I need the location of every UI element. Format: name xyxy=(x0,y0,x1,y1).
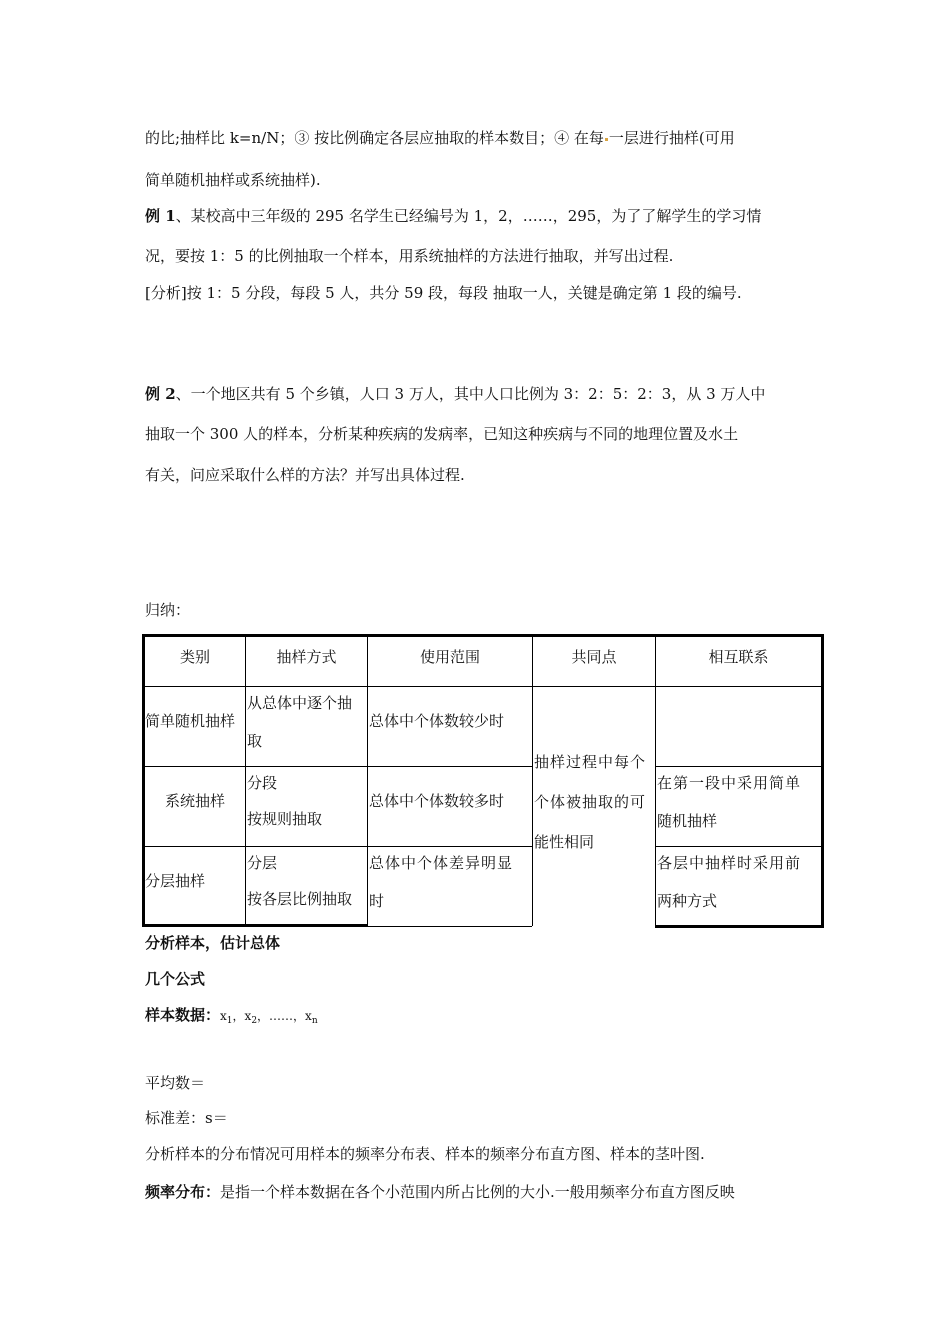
row3-scope-1: 总体中个体差异明显 xyxy=(369,854,514,872)
example-1-label: 例 1 xyxy=(145,207,176,225)
col-divider-2 xyxy=(367,634,368,926)
heading-analyze-sample: 分析样本，估计总体 xyxy=(145,934,281,952)
header-common: 共同点 xyxy=(571,648,617,666)
row3-method-1: 分层 xyxy=(247,854,278,872)
analysis-line: [分析]按 1：5 分段，每段 5 人，共分 59 段，每段 抽取一人，关键是确定第 1 段的编号. xyxy=(145,284,742,302)
header-method: 抽样方式 xyxy=(276,648,337,666)
table-border-bottom-mid xyxy=(367,926,532,927)
common-line-3: 能性相同 xyxy=(534,833,595,851)
sample-sub-n: n xyxy=(311,1016,318,1026)
row1-method-2: 取 xyxy=(247,732,263,750)
common-line-1: 抽样过程中每个 xyxy=(534,753,647,771)
sample-data-line xyxy=(145,1005,318,1031)
common-line-2: 个体被抽取的可 xyxy=(534,793,647,811)
row1-scope: 总体中个体数较少时 xyxy=(369,712,505,730)
row2-method-1: 分段 xyxy=(247,774,278,792)
row1-method-1: 从总体中逐个抽 xyxy=(247,694,353,712)
sample-sub-2: 2 xyxy=(251,1016,258,1026)
header-category: 类别 xyxy=(179,648,210,666)
example-2-label: 例 2 xyxy=(145,385,176,403)
col-divider-1 xyxy=(245,634,246,926)
sample-x1: x xyxy=(220,1009,227,1023)
example-2-line-2: 抽取一个 300 人的样本，分析某种疾病的发病率，已知这种疾病与不同的地理位置及水土 xyxy=(145,425,739,443)
relation-2-line-2: 两种方式 xyxy=(657,892,718,910)
example-1-text-1: 、某校高中三年级的 295 名学生已经编号为 1，2，……，295，为了了解学生的学习情 xyxy=(175,207,762,225)
relation-2-line-1: 各层中抽样时采用前 xyxy=(657,854,802,872)
summary-label: 归纳： xyxy=(145,601,191,619)
example-1-line-1 xyxy=(145,206,761,226)
row2-category: 系统抽样 xyxy=(164,792,225,810)
example-2-line-3: 有关，问应采取什么样的方法？并写出具体过程. xyxy=(145,466,465,484)
distribution-line: 分析样本的分布情况可用样本的频率分布表、样本的频率分布直方图、样本的茎叶图. xyxy=(145,1145,705,1163)
edit-mark-icon xyxy=(605,138,608,141)
example-2-line-1 xyxy=(145,384,765,404)
row3-method-2: 按各层比例抽取 xyxy=(247,890,353,908)
table-border-bottom-right xyxy=(655,925,824,928)
example-2-text-1: 、一个地区共有 5 个乡镇，人口 3 万人，其中人口比例为 3：2：5：2：3，从 3 万人中 xyxy=(175,385,766,403)
heading-formulas: 几个公式 xyxy=(145,970,206,988)
frequency-text: 是指一个样本数据在各个小范围内所占比例的大小.一般用频率分布直方图反映 xyxy=(220,1183,735,1201)
header-relation: 相互联系 xyxy=(708,648,769,666)
sample-sub-1: 1 xyxy=(226,1016,233,1026)
mean-line: 平均数＝ xyxy=(145,1074,206,1092)
row3-category: 分层抽样 xyxy=(145,872,206,890)
col-divider-4 xyxy=(655,634,656,926)
relation-1-line-1: 在第一段中采用简单 xyxy=(657,774,802,792)
table-border-bottom-left xyxy=(142,924,368,927)
header-scope: 使用范围 xyxy=(419,648,480,666)
row1-category: 简单随机抽样 xyxy=(145,712,236,730)
sample-sep-2: ，……，x xyxy=(257,1009,312,1023)
frequency-line xyxy=(145,1182,735,1202)
sample-sep-1: ，x xyxy=(232,1009,252,1023)
text-p1a: 的比;抽样比 k=n/N；③ 按比例确定各层应抽取的样本数目；④ 在每 xyxy=(145,129,604,147)
relation-1-line-2: 随机抽样 xyxy=(657,812,718,830)
std-line: 标准差：s＝ xyxy=(145,1109,228,1127)
frequency-label: 频率分布： xyxy=(145,1183,221,1201)
text-p1b: 一层进行抽样(可用 xyxy=(608,129,735,147)
col-divider-3 xyxy=(532,634,533,926)
sample-data-label: 样本数据： xyxy=(145,1006,221,1024)
example-1-line-2: 况，要按 1：5 的比例抽取一个样本，用系统抽样的方法进行抽取，并写出过程. xyxy=(145,247,674,265)
row2-scope: 总体中个体数较多时 xyxy=(369,792,505,810)
row3-scope-2: 时 xyxy=(369,892,385,910)
row2-method-2: 按规则抽取 xyxy=(247,810,323,828)
paragraph-line-2: 简单随机抽样或系统抽样). xyxy=(145,171,321,189)
paragraph-line-1 xyxy=(145,128,735,148)
